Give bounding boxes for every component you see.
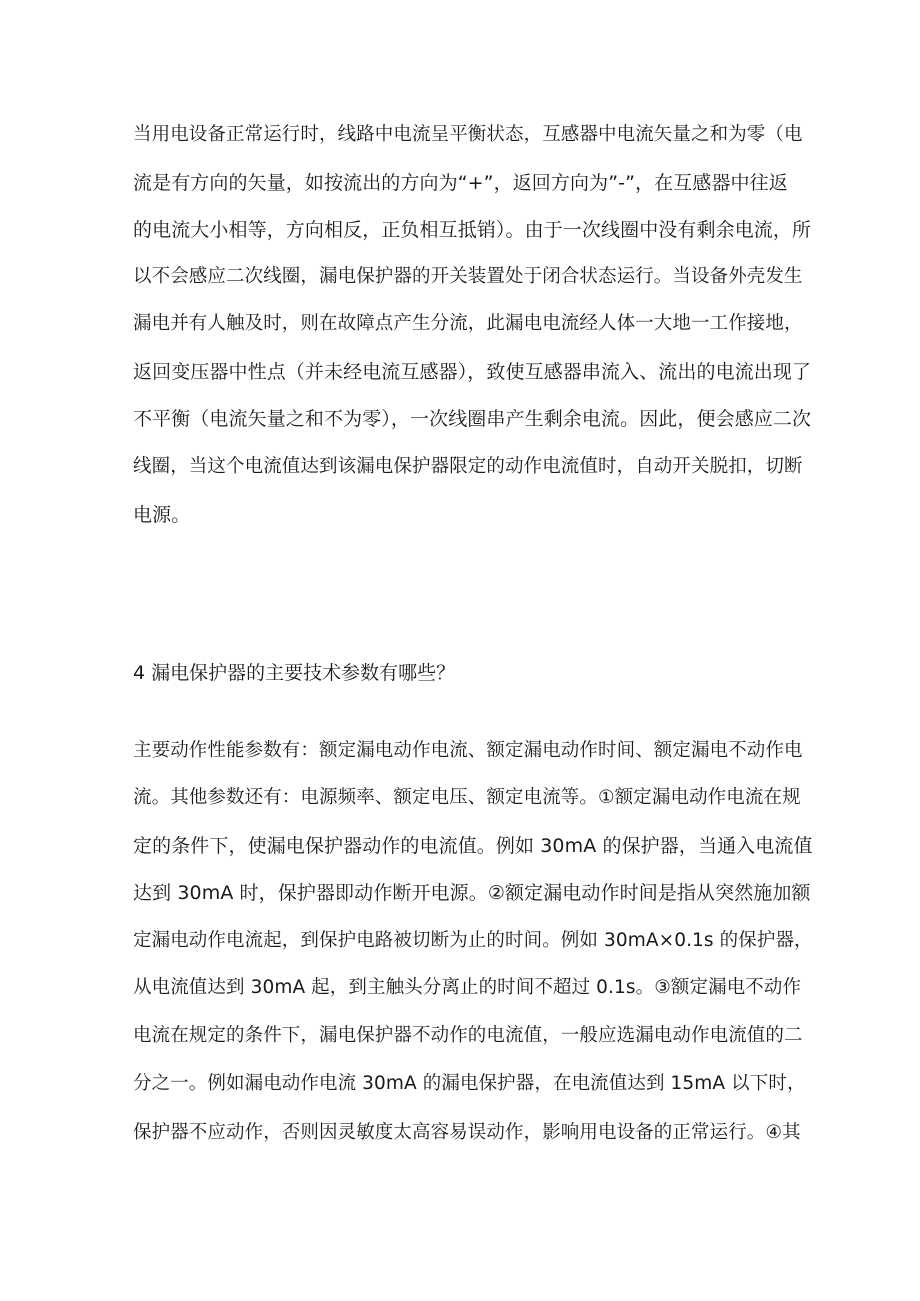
text-line: 电源。 [133,504,191,526]
text-line: 定的条件下，使漏电保护器动作的电流值。例如 30mA 的保护器，当通入电流值 [133,835,813,857]
text-line: 电流在规定的条件下，漏电保护器不动作的电流值，一般应选漏电动作电流值的二 [133,1025,803,1046]
text-line: 不平衡（电流矢量之和不为零），一次线圈串产生剩余电流。因此，便会感应二次 [133,408,812,430]
section-heading: 4 漏电保护器的主要技术参数有哪些？ [133,662,456,684]
text-line: 的电流大小相等，方向相反，正负相互抵销）。由于一次线圈中没有剩余电流，所 [133,219,812,241]
text-line: 定漏电动作电流起，到保护电路被切断为止的时间。例如 30mA×0.1s 的保护器， [133,930,813,951]
text-line: 从电流值达到 30mA 起，到主触头分离止的时间不超过 0.1s。③额定漏电不动作 [133,977,802,998]
text-line: 保护器不应动作，否则因灵敏度太高容易误动作，影响用电设备的正常运行。④其 [133,1122,801,1143]
text-line: 当用电设备正常运行时，线路中电流呈平衡状态，互感器中电流矢量之和为零（电 [133,124,803,145]
text-line: 漏电并有人触及时，则在故障点产生分流，此漏电电流经人体一大地一工作接地， [133,313,803,334]
text-line: 分之一。例如漏电动作电流 30mA 的漏电保护器，在电流值达到 15mA 以下时， [133,1073,806,1094]
text-line: 线圈，当这个电流值达到该漏电保护器限定的动作电流值时，自动开关脱扣，切断 [133,456,803,477]
text-line: 主要动作性能参数有：额定漏电动作电流、额定漏电动作时间、额定漏电不动作电 [133,740,803,761]
text-line: 以不会感应二次线圈，漏电保护器的开关装置处于闭合状态运行。当设备外壳发生 [133,266,803,287]
text-line: 流是有方向的矢量，如按流出的方向为“+”，返回方向为”-”，在互感器中往返 [133,172,788,194]
text-line: 流。其他参数还有：电源频率、额定电压、额定电流等。①额定漏电动作电流在规 [133,787,801,808]
text-line: 返回变压器中性点（并未经电流互感器），致使互感器串流入、流出的电流出现了 [133,361,812,383]
text-line: 达到 30mA 时，保护器即动作断开电源。②额定漏电动作时间是指从突然施加额 [133,882,811,904]
